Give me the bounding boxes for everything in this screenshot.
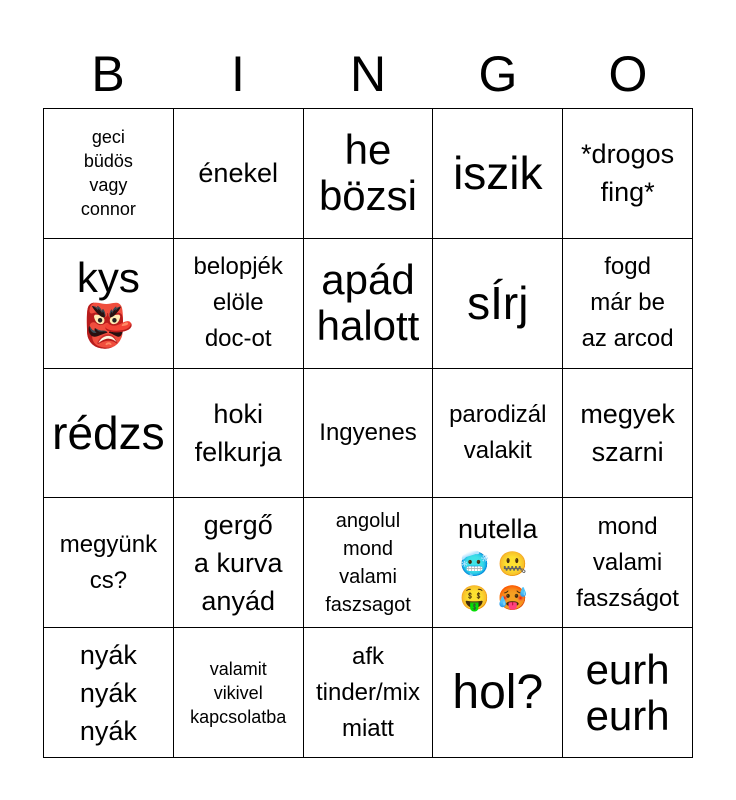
header-letter-i: I: [231, 46, 245, 102]
bingo-cell-text: valamit vikivel kapcsolatba: [190, 658, 287, 727]
bingo-cell-text: *drogos fing*: [581, 139, 675, 208]
bingo-cell-text: fogd már be az arcod: [581, 253, 674, 353]
bingo-cell-r4c3[interactable]: [304, 498, 434, 628]
bingo-cell-text: megyek szarni: [580, 398, 675, 467]
bingo-cell-text: nutella: [458, 513, 538, 544]
bingo-cell-text: afk tinder/mix miatt: [315, 642, 420, 742]
bingo-cell-r1c5[interactable]: [563, 109, 693, 239]
bingo-cell-text: rédzs: [52, 406, 165, 459]
header-letter-n: N: [349, 46, 387, 102]
bingo-cell-r1c4[interactable]: [433, 109, 563, 239]
emoji-faces-icon: 🥶🤐 🤑🥵: [459, 550, 536, 612]
bingo-cell-text: kys: [76, 254, 140, 302]
bingo-cell-r4c5[interactable]: [563, 498, 693, 628]
bingo-grid: [43, 108, 693, 758]
bingo-cell-r2c2[interactable]: [174, 239, 304, 369]
bingo-cell-text: angolul mond valami faszsagot: [325, 509, 411, 616]
bingo-cell-r3c4[interactable]: [433, 369, 563, 499]
bingo-cell-r4c4[interactable]: [433, 498, 563, 628]
bingo-cell-r5c1[interactable]: [44, 628, 174, 758]
header-letter-b: B: [91, 46, 125, 102]
header-letter-g: G: [478, 46, 518, 102]
bingo-cell-text: hol?: [452, 665, 544, 719]
bingo-cell-text: sÍrj: [467, 277, 529, 330]
bingo-cell-r5c3[interactable]: [304, 628, 434, 758]
bingo-cell-text: megyünk cs?: [59, 530, 158, 594]
bingo-cell-r5c2[interactable]: [174, 628, 304, 758]
bingo-cell-text: geci büdös vagy connor: [80, 127, 136, 220]
bingo-cell-r1c3[interactable]: [304, 109, 434, 239]
bingo-cell-r1c1[interactable]: [44, 109, 174, 239]
bingo-cell-r3c5[interactable]: [563, 369, 693, 499]
bingo-cell-text: belopjék elöle doc-ot: [193, 253, 283, 353]
bingo-cell-text: gergő a kurva anyád: [193, 509, 283, 616]
bingo-cell-text: nyák nyák nyák: [79, 639, 137, 746]
bingo-cell-text: iszik: [453, 147, 543, 200]
bingo-cell-r1c2[interactable]: [174, 109, 304, 239]
bingo-cell-text: hoki felkurja: [194, 398, 282, 467]
bingo-cell-text: he bözsi: [318, 126, 418, 220]
header-letter-o: O: [608, 46, 648, 102]
bingo-cell-text: eurh eurh: [585, 645, 670, 739]
bingo-cell-r4c2[interactable]: [174, 498, 304, 628]
bingo-cell-r4c1[interactable]: [44, 498, 174, 628]
bingo-cell-r2c1[interactable]: [44, 239, 174, 369]
bingo-cell-r2c4[interactable]: [433, 239, 563, 369]
bingo-cell-text: Ingyenes: [319, 418, 417, 446]
bingo-cell-text: parodizál valakit: [449, 400, 547, 464]
bingo-cell-r2c3[interactable]: [304, 239, 434, 369]
bingo-header: [43, 40, 693, 108]
bingo-cell-r2c5[interactable]: [563, 239, 693, 369]
bingo-cell-r5c4[interactable]: [433, 628, 563, 758]
bingo-cell-r3c1[interactable]: [44, 369, 174, 499]
bingo-cell-text: apád halott: [316, 256, 420, 350]
bingo-cell-r3c3[interactable]: [304, 369, 434, 499]
bingo-cell-r3c2[interactable]: [174, 369, 304, 499]
bingo-cell-r5c5[interactable]: [563, 628, 693, 758]
bingo-cell-text: énekel: [198, 158, 278, 189]
tengu-mask-icon: 👺: [82, 302, 135, 350]
bingo-cell-text: mond valami faszságot: [576, 512, 679, 612]
